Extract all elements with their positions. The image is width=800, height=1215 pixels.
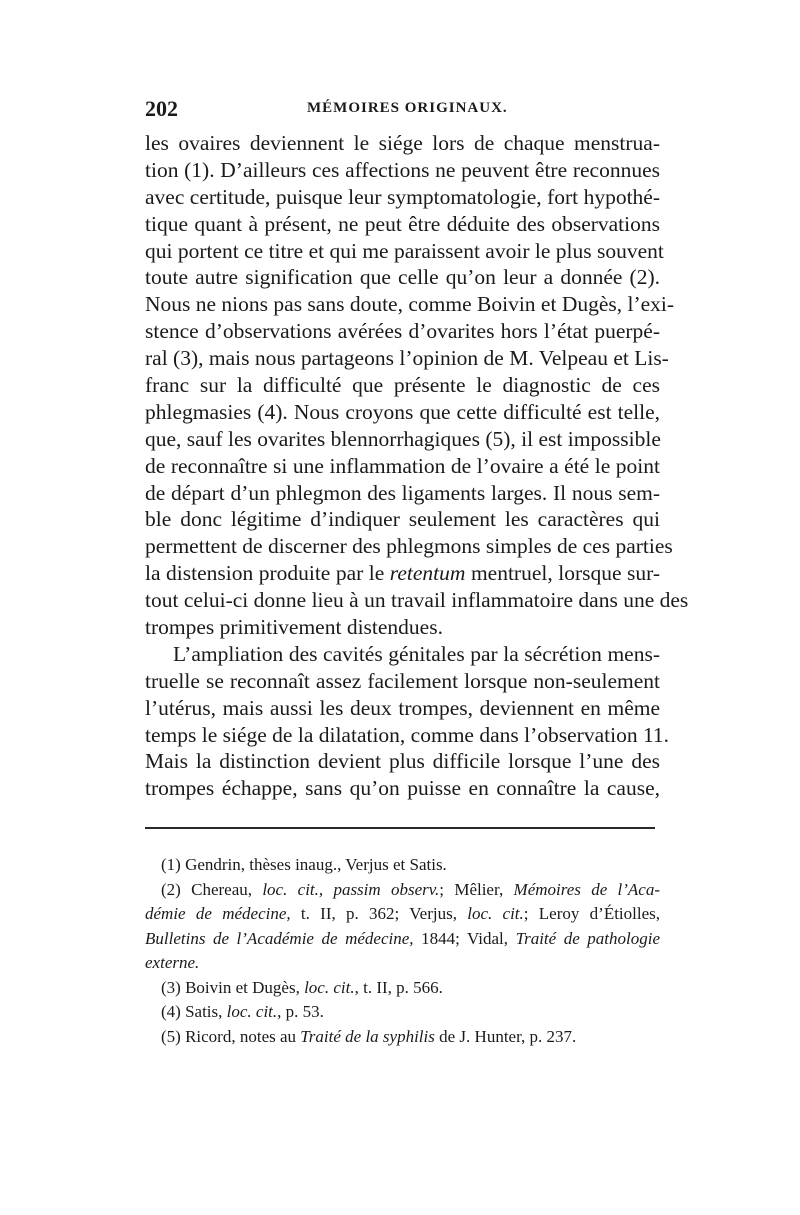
italic-ref: loc. cit. <box>226 1002 278 1021</box>
text-line: trompes échappe, sans qu’on puisse en connaître la cause, <box>145 776 660 801</box>
text-line: L’ampliation des cavités génitales par la sécrétion mens- <box>173 641 660 666</box>
text-segment: (5) Ricord, notes au <box>161 1026 297 1046</box>
italic-ref: Bulletins de l’Académie de médecine, <box>145 928 414 948</box>
text-line: tion (1). D’ailleurs ces affections ne peuvent être reconnues <box>145 157 660 182</box>
text-line: Mais la distinction devient plus difficile lorsque l’une des <box>145 749 660 774</box>
italic-ref: externe. <box>145 953 200 972</box>
footnote-divider <box>145 827 655 829</box>
text-line: ral (3), mais nous partageons l’opinion de M. Velpeau et Lis- <box>145 346 669 371</box>
italic-ref: loc. cit., passim observ. <box>262 879 440 899</box>
text-segment: (2) Chereau, <box>161 879 253 899</box>
text-line: stence d’observations avérées d’ovarites hors l’état puerpé- <box>145 319 660 344</box>
text-line: toute autre signification que celle qu’on leur a donnée (2). <box>145 265 660 290</box>
page-number: 202 <box>145 96 178 121</box>
text-line: ble donc légitime d’indiquer seulement les caractères qui <box>145 507 660 532</box>
text-line: trompes primitivement distendues. <box>145 615 443 640</box>
text-line: qui portent ce titre et qui me paraissent avoir le plus souvent <box>145 238 664 263</box>
text-line: de reconnaître si une inflammation de l’ovaire a été le point <box>145 453 660 478</box>
text-line-retentum <box>145 560 660 587</box>
footnote-4 <box>145 1000 660 1025</box>
italic-ref: Traité de la syphilis <box>300 1026 435 1046</box>
italic-ref: loc. cit. <box>467 904 524 923</box>
footnote-2-line-1 <box>145 878 660 903</box>
text-segment: ; Leroy d’Étiolles, <box>523 904 661 923</box>
running-head: MÉMOIRES ORIGINAUX. <box>307 100 508 116</box>
text-segment: mentruel, lorsque sur- <box>470 561 661 586</box>
text-segment: 1844; Vidal, <box>421 928 509 948</box>
italic-term: retentum <box>389 561 466 586</box>
text-segment: la distension produite par le <box>145 561 385 586</box>
text-line: truelle se reconnaît assez facilement lorsque non-seulement <box>145 668 660 693</box>
italic-ref: Traité de pathologie <box>515 928 661 948</box>
text-line: que, sauf les ovarites blennorrhagiques (5), il est impossible <box>145 426 661 451</box>
footnote-2-line-2 <box>145 902 660 927</box>
footnote-2-line-3 <box>145 927 660 952</box>
footnote-1: (1) Gendrin, thèses inaug., Verjus et Satis. <box>161 855 447 874</box>
text-line: de départ d’un phlegmon des ligaments larges. Il nous sem- <box>145 480 660 505</box>
text-line: avec certitude, puisque leur symptomatologie, fort hypothé- <box>145 184 660 209</box>
text-line: Nous ne nions pas sans doute, comme Boivin et Dugès, l’exi- <box>145 292 675 317</box>
footnotes <box>145 853 660 1049</box>
text-line: l’utérus, mais aussi les deux trompes, deviennent en même <box>145 695 660 720</box>
text-line: franc sur la difficulté que présente le diagnostic de ces <box>145 373 660 398</box>
text-segment: ; Mêlier, <box>439 879 504 899</box>
page-header <box>145 96 660 128</box>
text-line: phlegmasies (4). Nous croyons que cette difficulté est telle, <box>145 399 660 424</box>
text-line: les ovaires deviennent le siége lors de chaque menstrua- <box>145 131 660 155</box>
text-segment: (4) Satis, <box>161 1002 223 1021</box>
italic-ref: loc. cit. <box>304 977 355 997</box>
text-line: tique quant à présent, ne peut être déduite des observations <box>145 211 660 236</box>
text-segment: de J. Hunter, p. 237. <box>439 1026 577 1046</box>
main-text <box>145 130 689 802</box>
footnote-3 <box>145 976 660 1001</box>
text-line: temps le siége de la dilatation, comme dans l’observation 11. <box>145 722 670 747</box>
footnote-2-line-4 <box>145 951 660 976</box>
text-segment: (3) Boivin et Dugès, <box>161 977 300 997</box>
text-segment: , p. 53. <box>277 1002 324 1021</box>
footnote-5 <box>145 1025 660 1050</box>
italic-ref: démie de médecine, <box>145 904 291 923</box>
text-line: tout celui-ci donne lieu à un travail inflammatoire dans une des <box>145 588 689 613</box>
text-segment: , t. II, p. 566. <box>354 977 443 997</box>
text-segment: t. II, p. 362; Verjus, <box>300 904 457 923</box>
text-line: permettent de discerner des phlegmons simples de ces parties <box>145 534 673 559</box>
italic-ref: Mémoires de l’Aca- <box>513 879 661 899</box>
